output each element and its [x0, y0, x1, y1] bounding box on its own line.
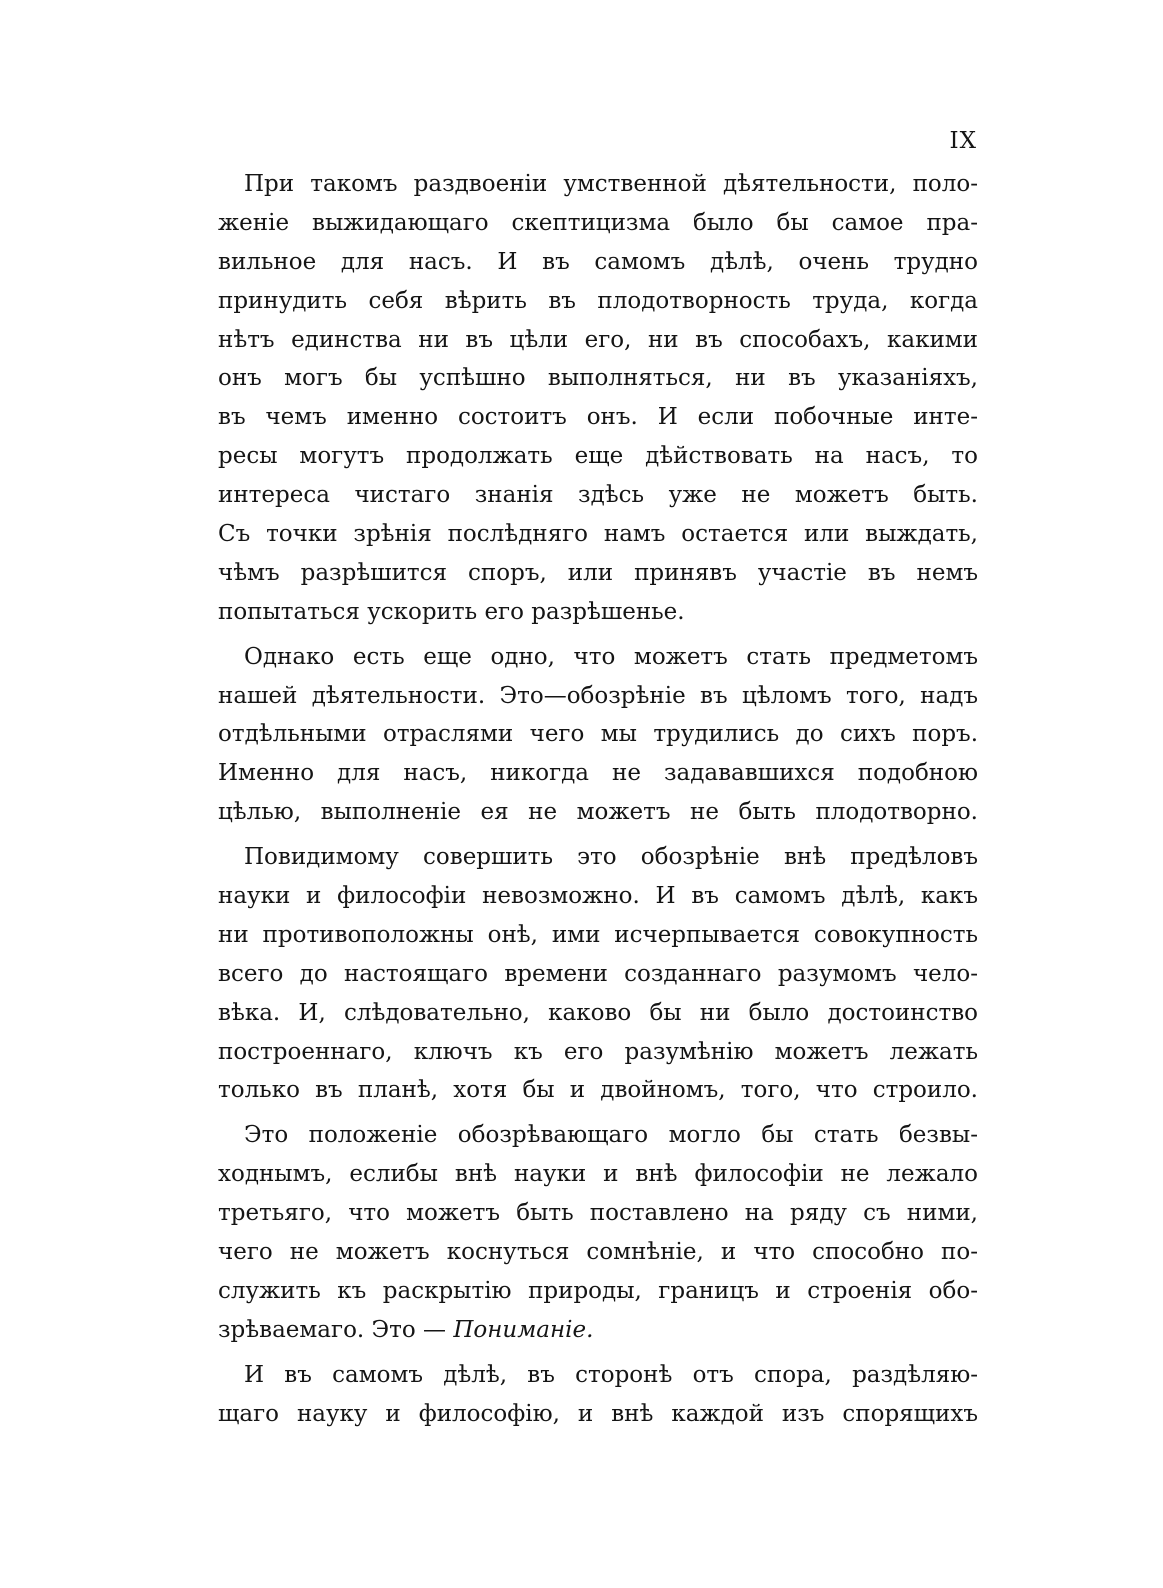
text-line: третьяго, что можетъ быть поставлено на ряду съ ними,	[218, 1200, 978, 1227]
text-line: вильное для насъ. И въ самомъ дѣлѣ, очень трудно	[218, 248, 978, 275]
text-line: ходнымъ, еслибы внѣ науки и внѣ философiи не лежало	[218, 1161, 978, 1188]
text-line: только въ планѣ, хотя бы и двойномъ, того, что строило.	[218, 1077, 978, 1104]
paragraph-4	[218, 1116, 978, 1349]
text-line: вѣка. И, слѣдовательно, каково бы ни было достоинство	[218, 999, 978, 1026]
text-line: попытаться ускорить его разрѣшенье.	[218, 598, 685, 625]
text-line: Именно для насъ, никогда не задававшихся подобною	[218, 760, 978, 787]
text-line: науки и философiи невозможно. И въ самомъ дѣлѣ, какъ	[218, 883, 978, 910]
text-line: принудить себя вѣрить въ плодотворность труда, когда	[218, 287, 978, 314]
paragraph-5	[218, 1356, 978, 1434]
paragraph-3	[218, 838, 978, 1110]
text-line: ресы могутъ продолжать еще дѣйствовать на насъ, то	[218, 443, 978, 470]
text-line: щаго науку и философiю, и внѣ каждой изъ спорящихъ	[218, 1400, 978, 1427]
text-line: Съ точки зрѣнiя послѣдняго намъ остается или выждать,	[218, 521, 978, 548]
text-line: интереса чистаго знанiя здѣсь уже не можетъ быть.	[218, 482, 978, 509]
text-line: Повидимому совершить это обозрѣнiе внѣ предѣловъ	[244, 844, 978, 871]
text-line-with-italic	[218, 1311, 978, 1350]
text-line: Однако есть еще одно, что можетъ стать предметомъ	[244, 643, 978, 670]
text-line: чѣмъ разрѣшится споръ, или принявъ участiе въ немъ	[218, 559, 978, 586]
paragraph-1	[218, 165, 978, 632]
text-line: построеннаго, ключъ къ его разумѣнiю можетъ лежать	[218, 1038, 978, 1065]
body-text	[218, 165, 978, 1440]
text-line: Это положенiе обозрѣвающаго могло бы стать безвы-	[244, 1122, 978, 1149]
text-line: чего не можетъ коснуться сомнѣнiе, и что способно по-	[218, 1239, 978, 1266]
paragraph-2	[218, 638, 978, 832]
text-line: ни противоположны онѣ, ими исчерпывается совокупность	[218, 921, 978, 948]
text-line-start: зрѣваемаго. Это —	[218, 1316, 454, 1343]
text-line: въ чемъ именно состоитъ онъ. И если побочные инте-	[218, 404, 978, 431]
text-line: нашей дѣятельности. Это—обозрѣнiе въ цѣломъ того, надъ	[218, 682, 978, 709]
text-line: служить къ раскрытiю природы, границъ и строенiя обо-	[218, 1277, 978, 1304]
text-line: онъ могъ бы успѣшно выполняться, ни въ указанiяхъ,	[218, 365, 978, 392]
text-line: При такомъ раздвоенiи умственной дѣятельности, поло-	[244, 171, 978, 197]
italic-term: Пониманiе.	[453, 1316, 594, 1343]
page-number: IX	[949, 128, 977, 154]
text-line: отдѣльными отраслями чего мы трудились до сихъ поръ.	[218, 721, 978, 748]
text-line: всего до настоящаго времени созданнаго разумомъ чело-	[218, 960, 978, 987]
text-line: И въ самомъ дѣлѣ, въ сторонѣ отъ спора, раздѣляю-	[244, 1361, 978, 1388]
text-line: нѣтъ единства ни въ цѣли его, ни въ способахъ, какими	[218, 326, 978, 353]
text-line: женiе выжидающаго скептицизма было бы самое пра-	[218, 209, 978, 236]
text-line: цѣлью, выполненiе ея не можетъ не быть плодотворно.	[218, 799, 978, 826]
